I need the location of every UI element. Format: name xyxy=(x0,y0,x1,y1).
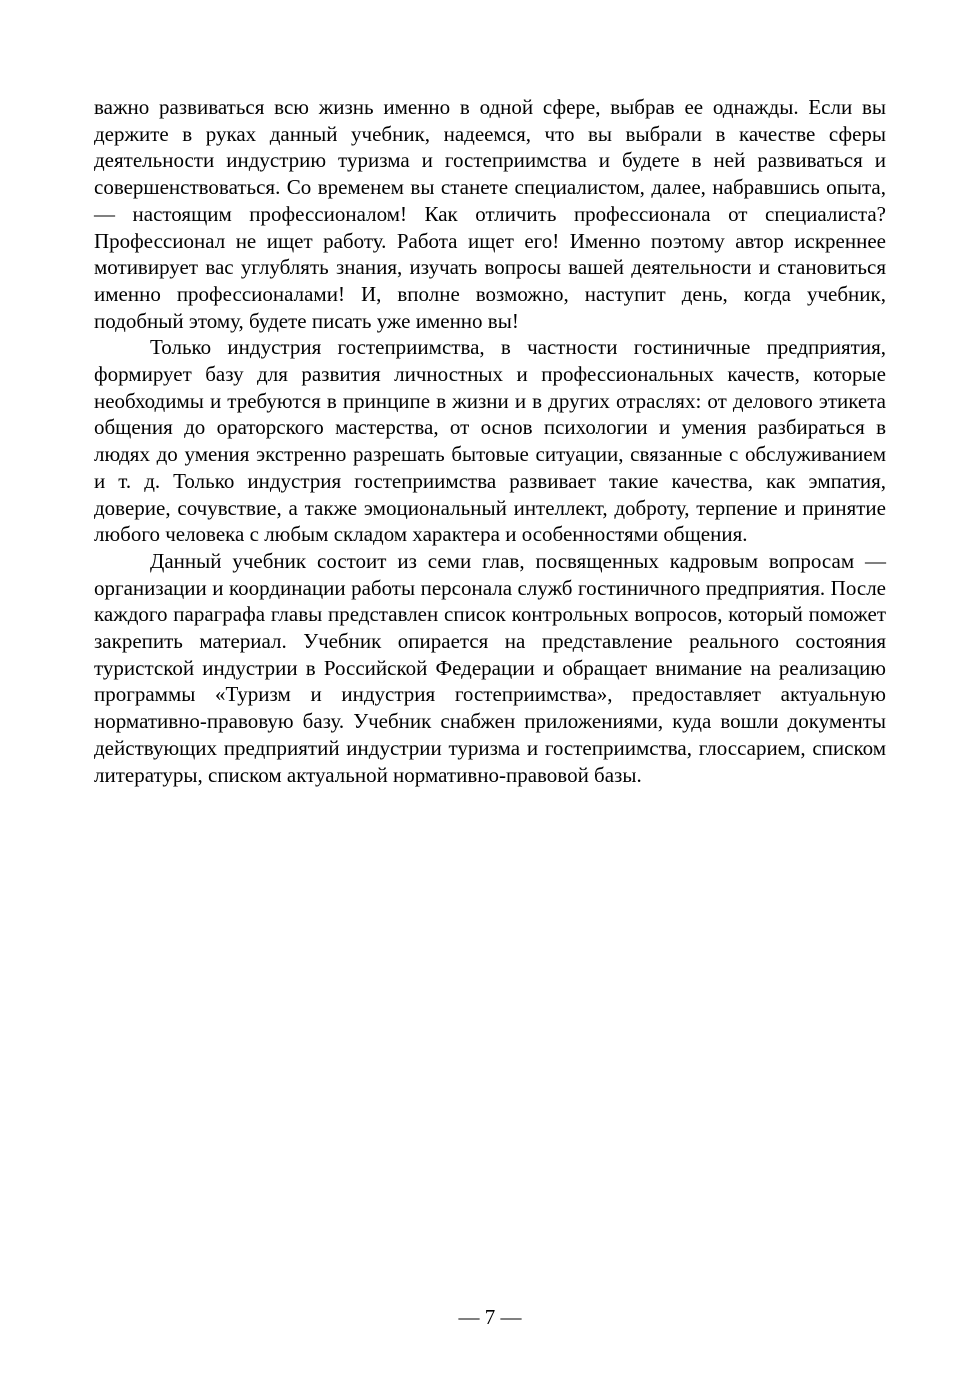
body-text xyxy=(94,94,886,788)
paragraph-hospitality-industry: Только индустрия гостеприимства, в частности гостиничные предприятия, формирует базу для развития личностных и профессиональных качеств, которые необходимы и требуются в принципе в жизни и в других отраслях: от делового этикета общения до ораторского мастерства, от основ психологии и умения разбираться в людях до умения экстренно разрешать бытовые ситуации, связанные с обслуживанием и т. д. Только индустрия гостеприимства развивает такие качества, как эмпатия, доверие, сочувствие, а также эмоциональный интеллект, доброту, терпение и принятие любого человека с любым складом характера и особенностями общения. xyxy=(94,335,886,547)
paragraph-continuation: важно развиваться всю жизнь именно в одной сфере, выбрав ее однажды. Если вы держите в руках данный учебник, надеемся, что вы выбрали в качестве сферы деятельности индустрию туризма и гостеприимства и будете в ней развиваться и совершенствоваться. Со временем вы станете специалистом, далее, набравшись опыта, — настоящим профессионалом! Как отличить профессионала от специалиста? Профессионал не ищет работу. Работа ищет его! Именно поэтому автор искреннее мотивирует вас углублять знания, изучать вопросы вашей деятельности и становиться именно профессионалами! И, вполне возможно, наступит день, когда учебник, подобный этому, будете писать уже именно вы! xyxy=(94,95,886,333)
paragraph-textbook-structure: Данный учебник состоит из семи глав, посвященных кадровым вопросам — организации и координации работы персонала служб гостиничного предприятия. После каждого параграфа главы представлен список контрольных вопросов, который поможет закрепить материал. Учебник опирается на представление реального состояния туристской индустрии в Российской Федерации и обращает внимание на реализацию программы «Туризм и индустрия гостеприимства», предоставляет актуальную нормативно-правовую базу. Учебник снабжен приложениями, куда вошли документы действующих предприятий индустрии туризма и гостеприимства, глоссарием, списком литературы, списком актуальной нормативно-правовой базы. xyxy=(94,548,886,787)
page-number: — 7 — xyxy=(458,1305,522,1329)
